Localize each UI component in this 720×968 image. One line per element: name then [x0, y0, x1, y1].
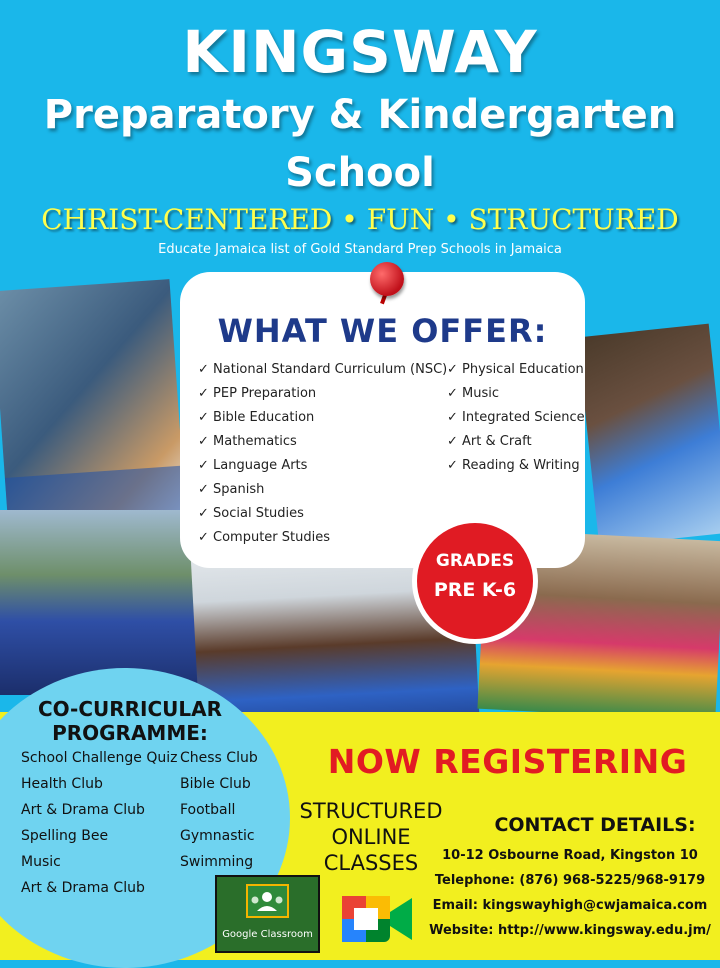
- list-item: ✓ National Standard Curriculum (NSC): [198, 362, 448, 377]
- now-registering-banner: NOW REGISTERING: [327, 742, 688, 781]
- classroom-board-icon: [217, 877, 318, 929]
- list-item: ✓ Music: [447, 386, 500, 401]
- list-item: School Challenge Quiz: [21, 750, 178, 766]
- contact-telephone: Telephone: (876) 968-5225/968-9179: [434, 873, 706, 888]
- list-item: Chess Club: [180, 750, 258, 766]
- subtitle: Educate Jamaica list of Gold Standard Prep Schools in Jamaica: [158, 242, 562, 257]
- school-name-line3: School: [285, 150, 435, 196]
- google-classroom-logo: [215, 875, 320, 953]
- list-item: ✓ Social Studies: [198, 506, 304, 521]
- contact-address: 10-12 Osbourne Road, Kingston 10: [442, 848, 698, 863]
- list-item: Gymnastic: [180, 828, 255, 844]
- cocurricular-col2: [180, 745, 258, 875]
- list-item: ✓ Integrated Science: [447, 410, 585, 425]
- list-item: ✓ PEP Preparation: [198, 386, 317, 401]
- offer-title: WHAT WE OFFER:: [217, 312, 548, 350]
- google-classroom-label: Google Classroom: [222, 929, 313, 940]
- school-name-line2: Preparatory & Kindergarten: [43, 92, 677, 138]
- contact-website[interactable]: Website: http://www.kingsway.edu.jm/: [429, 923, 711, 938]
- online-line1: STRUCTURED: [299, 799, 443, 823]
- grades-range: PRE K-6: [433, 579, 517, 601]
- list-item: Football: [180, 802, 236, 818]
- cocurricular-title: [0, 697, 260, 745]
- list-item: Art & Drama Club: [21, 880, 145, 896]
- contact-email[interactable]: Email: kingswayhigh@cwjamaica.com: [432, 898, 708, 913]
- list-item: Health Club: [21, 776, 103, 792]
- grades-label: GRADES: [435, 551, 515, 571]
- list-item: ✓ Mathematics: [198, 434, 297, 449]
- list-item: ✓ Reading & Writing: [447, 458, 580, 473]
- red-pushpin-icon: [370, 262, 404, 296]
- list-item: ✓ Spanish: [198, 482, 265, 497]
- online-line2: ONLINE: [331, 825, 411, 849]
- list-item: ✓ Language Arts: [198, 458, 308, 473]
- list-item: Music: [21, 854, 61, 870]
- photo-students-medals: [0, 510, 205, 695]
- list-item: ✓ Art & Craft: [447, 434, 532, 449]
- list-item: ✓ Bible Education: [198, 410, 315, 425]
- list-item: Bible Club: [180, 776, 251, 792]
- school-name: KINGSWAY: [182, 18, 538, 86]
- list-item: Art & Drama Club: [21, 802, 145, 818]
- list-item: Spelling Bee: [21, 828, 109, 844]
- contact-title: CONTACT DETAILS:: [494, 814, 696, 836]
- offer-list-col2: [447, 358, 585, 478]
- list-item: ✓ Computer Studies: [198, 530, 331, 545]
- cocurricular-col1: [21, 745, 178, 901]
- offer-list-col1: [198, 358, 447, 550]
- list-item: Swimming: [180, 854, 254, 870]
- list-item: ✓ Physical Education: [447, 362, 584, 377]
- photo-principal-assembly: [0, 279, 186, 531]
- cocurricular-title-line2: PROGRAMME:: [52, 721, 208, 745]
- tagline: CHRIST-CENTERED • FUN • STRUCTURED: [41, 203, 679, 236]
- online-classes-text: [296, 798, 446, 876]
- cocurricular-title-line1: CO-CURRICULAR: [37, 697, 223, 721]
- photo-girl-writing: [577, 324, 720, 547]
- google-meet-icon: [338, 888, 416, 950]
- grades-badge: [412, 518, 538, 644]
- online-line3: CLASSES: [323, 851, 419, 875]
